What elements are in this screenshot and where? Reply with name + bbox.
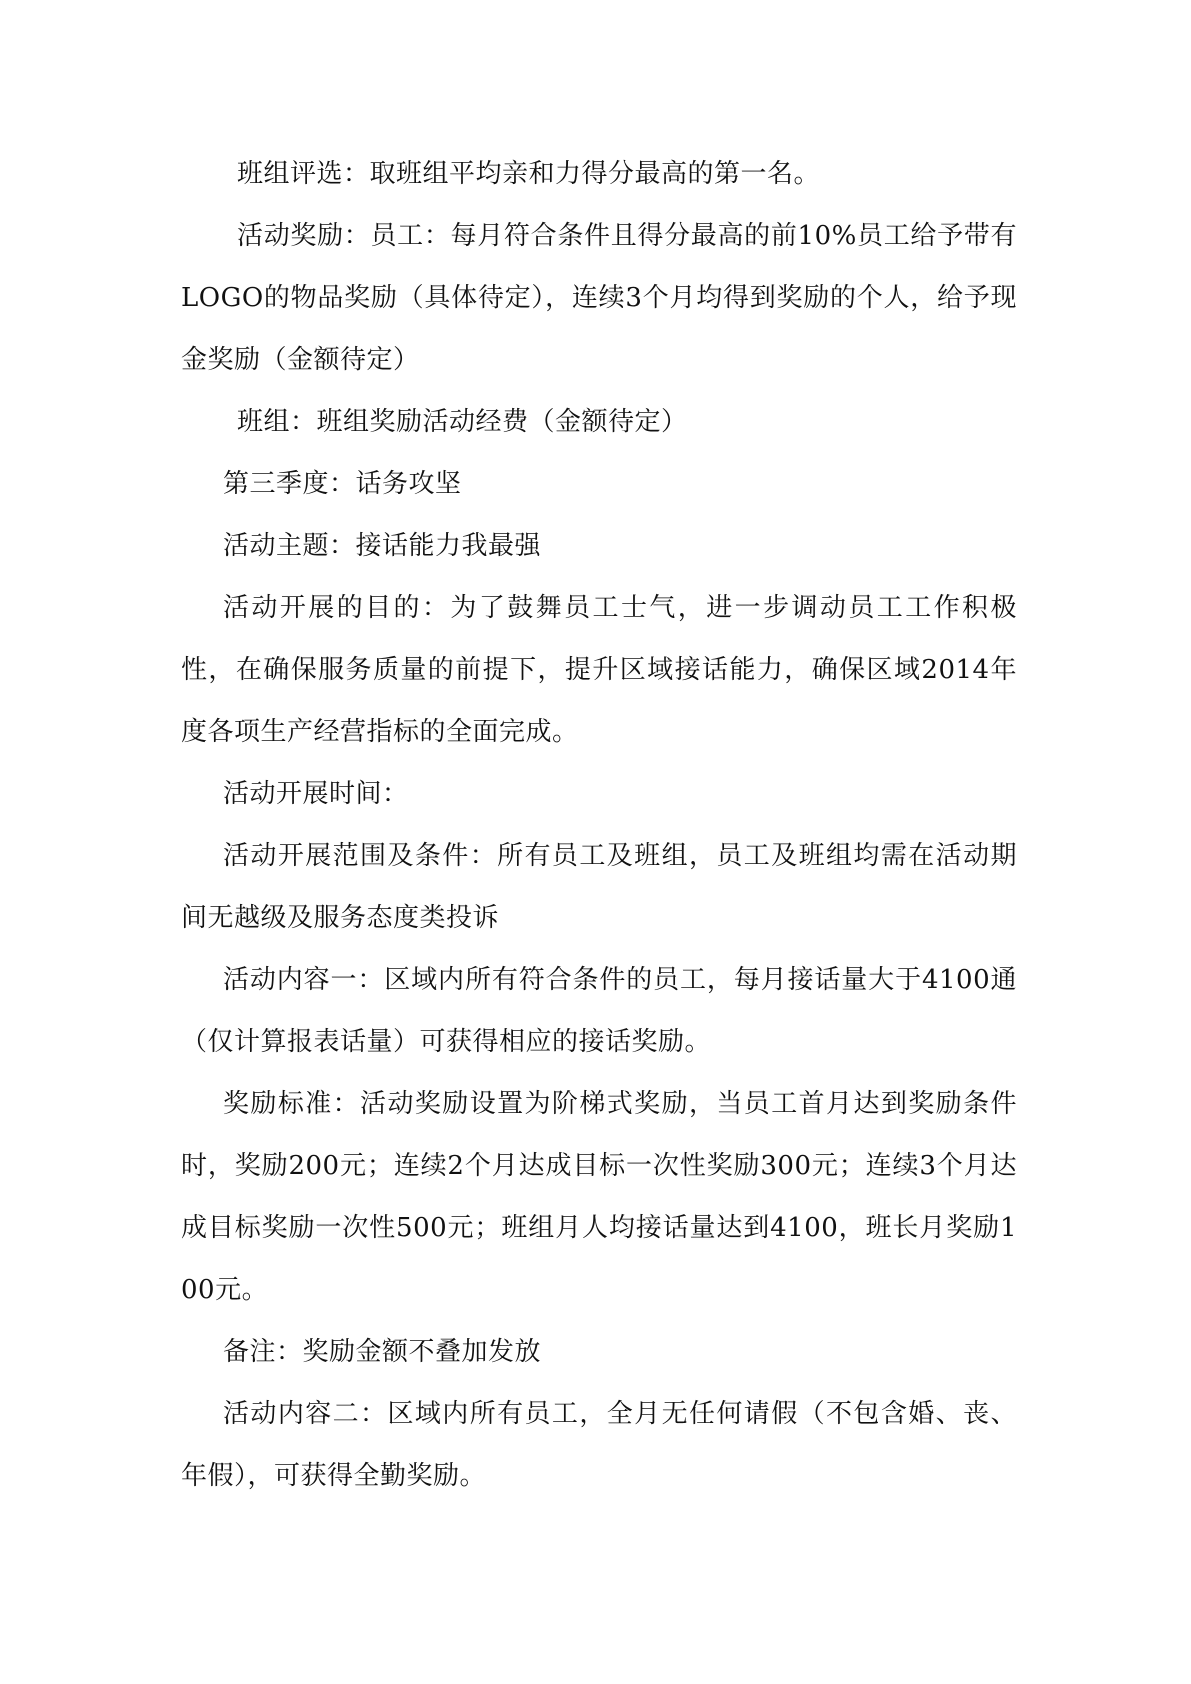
paragraph-reward-standard: 奖励标准：活动奖励设置为阶梯式奖励，当员工首月达到奖励条件时，奖励200元；连续2个月达成目标一次性奖励300元；连续3个月达成目标奖励一次性500元；班组月人均接话量达到4100，班长月奖励100元。 xyxy=(181,1089,1017,1305)
paragraph-activity-time: 活动开展时间： xyxy=(223,779,409,809)
paragraph-activity-content-two: 活动内容二：区域内所有员工，全月无任何请假（不包含婚、丧、年假），可获得全勤奖励。 xyxy=(181,1399,1017,1491)
paragraph-team-selection: 班组评选：取班组平均亲和力得分最高的第一名。 xyxy=(237,159,821,189)
paragraph-remark: 备注：奖励金额不叠加发放 xyxy=(223,1337,542,1367)
document-body xyxy=(181,143,1017,1507)
paragraph-activity-purpose: 活动开展的目的：为了鼓舞员工士气，进一步调动员工工作积极性，在确保服务质量的前提下，提升区域接话能力，确保区域2014年度各项生产经营指标的全面完成。 xyxy=(181,593,1017,747)
paragraph-activity-reward: 活动奖励：员工：每月符合条件且得分最高的前10%员工给予带有LOGO的物品奖励（具体待定），连续3个月均得到奖励的个人，给予现金奖励（金额待定） xyxy=(181,221,1017,375)
paragraph-activity-content-one: 活动内容一：区域内所有符合条件的员工，每月接话量大于4100通（仅计算报表话量）可获得相应的接话奖励。 xyxy=(181,965,1017,1057)
paragraph-team-reward: 班组：班组奖励活动经费（金额待定） xyxy=(237,407,688,437)
paragraph-third-quarter: 第三季度：话务攻坚 xyxy=(223,469,462,499)
paragraph-activity-theme: 活动主题：接话能力我最强 xyxy=(223,531,542,561)
paragraph-activity-scope: 活动开展范围及条件：所有员工及班组，员工及班组均需在活动期间无越级及服务态度类投诉 xyxy=(181,841,1017,933)
